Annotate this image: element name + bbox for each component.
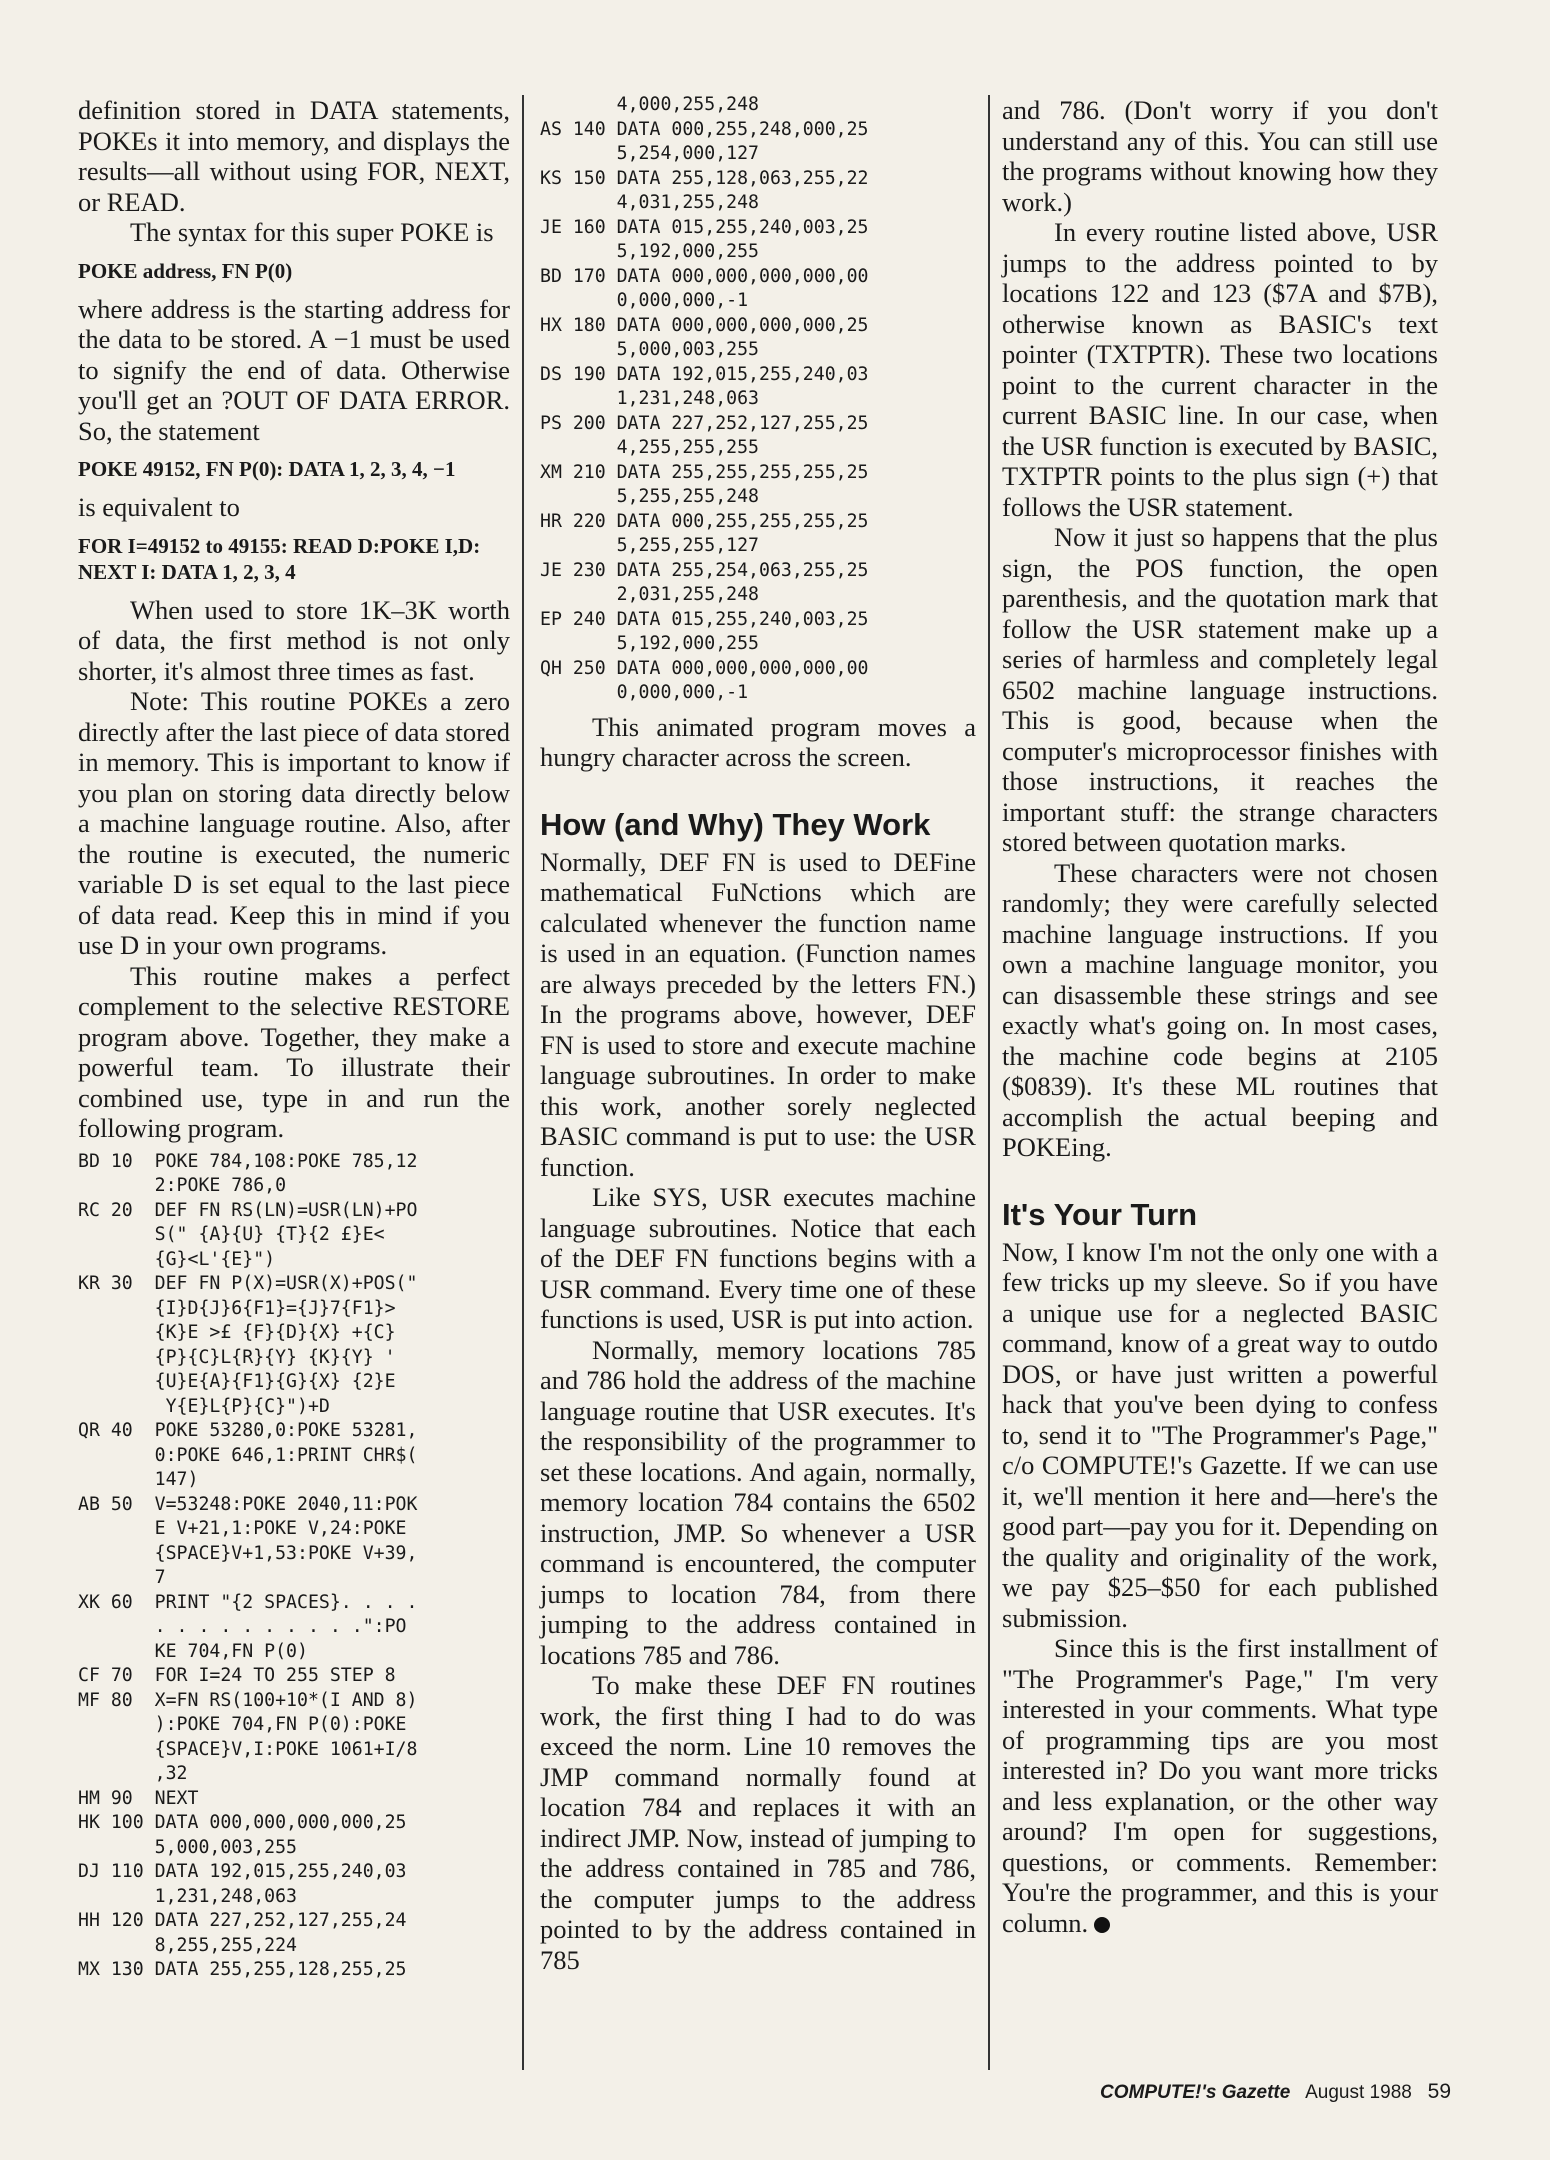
paragraph: Now it just so happens that the plus sign, the POS function, the open parenthesis, and the quotation mark that follow the USR statement make up a series of harmless and completely legal 6502 machine language instructions. This is good, because when the computer's microprocessor finishes with those instructions, it reaches the important stuff: the strange characters stored between quotation marks. — [1002, 522, 1438, 857]
paragraph: Normally, memory locations 785 and 786 hold the address of the machine language routine that USR executes. It's the responsibility of the programmer to set these locations. And again, normally, memory location 784 contains the 6502 instruction, JMP. So whenever a USR command is encountered, the computer jumps to location 784, from there jumping to the address contained in locations 785 and 786. — [540, 1334, 976, 1670]
example-statement: POKE 49152, FN P(0): DATA 1, 2, 3, 4, −1 — [78, 457, 456, 481]
page-footer — [1100, 2080, 1451, 2104]
paragraph: These characters were not chosen randomly; they were carefully selected machine language instructions. If you own a machine language monitor, you can disassemble these strings and see exactly what's going on. In most cases, the machine code begins at 2105 ($0839). It's these ML routines that accomplish the actual beeping and POKEing. — [1002, 857, 1438, 1162]
column-rule-right — [988, 95, 990, 2070]
paragraph: Normally, DEF FN is used to DEFine mathematical FuNctions which are calculated whenever the function name is used in an equation. (Function names are always preceded by the letters FN.) In the programs above, however, DEF FN is used to store and execute machine language subroutines. In order to make this work, another sorely neglected BASIC command is put to use: the USR function. — [540, 846, 976, 1182]
paragraph: where address is the starting address for the data to be stored. A −1 must be used to signify the end of data. Otherwise you'll get an ?OUT OF DATA ERROR. So, the statement — [78, 293, 510, 446]
column-3 — [1002, 95, 1438, 1938]
example-statement: FOR I=49152 to 49155: READ D:POKE I,D: NEXT I: DATA 1, 2, 3, 4 — [78, 533, 481, 584]
paragraph: This animated program moves a hungry character across the screen. — [540, 711, 976, 772]
paragraph: The syntax for this super POKE is — [130, 217, 494, 247]
paragraph: To make these DEF FN routines work, the first thing I had to do was exceed the norm. Line 10 removes the JMP command normally found at location 784 and replaces it with an indirect JMP. Now, instead of jumping to the address contained in 785 and 786, the computer jumps to the address pointed to by the address contained in 785 — [540, 1670, 976, 1975]
paragraph: Like SYS, USR executes machine language subroutines. Notice that each of the DEF FN functions begins with a USR command. Every time one of these functions is used, USR is put into action. — [540, 1182, 976, 1334]
page-number: 59 — [1427, 2080, 1452, 2103]
column-2 — [540, 93, 976, 1975]
paragraph: In every routine listed above, USR jumps to the address pointed to by locations 122 and 123 ($7A and $7B), otherwise known as BASIC's text pointer (TXTPTR). These two locations point to the current character in the current BASIC line. In our case, when the USR function is executed by BASIC, TXTPTR points to the plus sign (+) that follows the USR statement. — [1002, 217, 1438, 522]
program-listing: BD 10 POKE 784,108:POKE 785,12 2:POKE 786,0 RC 20 DEF FN RS(LN)=USR(LN)+PO S(" {A}{U} {T}{2 £}E< {G}<L'{E}") KR 30 DEF FN P(X)=USR(X)+POS(" {I}D{J}6{F1}={J}7{F1}> {K}E >£ {F}{D}{X} +{C} {P}{C}L{R}{Y} {K}{Y} ' {U}E{A}{F1}{G}{X} {2}E Y{E}L{P}{C}")+D QR 40 POKE 53280,0:POKE 53281, 0:POKE 646,1:PRINT CHR$( 147) AB 50 V=53248:POKE 2040,11:POK E V+21,1:POKE V,24:POKE {SPACE}V+1,53:POKE V+39, 7 XK 60 PRINT "{2 SPACES}. . . . . . . . . . . . . .":PO KE 704,FN P(0) CF 70 FOR I=24 TO 255 STEP 8 MF 80 X=FN RS(100+10*(I AND 8) ):POKE 704,FN P(0):POKE {SPACE}V,I:POKE 1061+I/8 ,32 HM 90 NEXT HK 100 DATA 000,000,000,000,25 5,000,003,255 DJ 110 DATA 192,015,255,240,03 1,231,248,063 HH 120 DATA 227,252,127,255,24 8,255,255,224 MX 130 DATA 255,255,128,255,25 — [78, 1150, 418, 1980]
paragraph: and 786. (Don't worry if you don't understand any of this. You can still use the programs without knowing how they work.) — [1002, 95, 1438, 217]
end-of-article-icon — [1094, 1917, 1110, 1933]
paragraph-text: Since this is the first installment of "The Programmer's Page," I'm very interested in your comments. What type of programming tips are you most interested in? Do you want more tricks and less explanation, or the other way around? I'm open for suggestions, questions, or comments. Remember: You're the programmer, and this is your column. — [1002, 1633, 1438, 1938]
paragraph: This routine makes a perfect complement to the selective RESTORE program above. Together, they make a powerful team. To illustrate their combined use, type in and run the following program. — [78, 960, 510, 1143]
column-1 — [78, 95, 510, 1987]
paragraph: Note: This routine POKEs a zero directly after the last piece of data stored in memory. This is important to know if you plan on storing data directly below a machine language routine. Also, after the routine is executed, the numeric variable D is set equal to the last piece of data read. Keep this in mind if you use D in your own programs. — [78, 686, 510, 960]
paragraph — [1002, 1633, 1438, 1938]
column-rule-left — [522, 95, 524, 2070]
paragraph: definition stored in DATA statements, POKEs it into memory, and displays the results—all without using FOR, NEXT, or READ. — [78, 95, 510, 217]
paragraph: When used to store 1K–3K worth of data, the first method is not only shorter, it's almost three times as fast. — [78, 594, 510, 686]
syntax-line: POKE address, FN P(0) — [78, 258, 293, 283]
section-heading: It's Your Turn — [1002, 1196, 1198, 1232]
paragraph: is equivalent to — [78, 492, 240, 522]
program-listing: 4,000,255,248 AS 140 DATA 000,255,248,000,25 5,254,000,127 KS 150 DATA 255,128,063,255,22 4,031,255,248 JE 160 DATA 015,255,240,003,25 5,192,000,255 BD 170 DATA 000,000,000,000,00 0,000,000,-1 HX 180 DATA 000,000,000,000,25 5,000,003,255 DS 190 DATA 192,015,255,240,03 1,231,248,063 PS 200 DATA 227,252,127,255,25 4,255,255,255 XM 210 DATA 255,255,255,255,25 5,255,255,248 HR 220 DATA 000,255,255,255,25 5,255,255,127 JE 230 DATA 255,254,063,255,25 2,031,255,248 EP 240 DATA 015,255,240,003,25 5,192,000,255 QH 250 DATA 000,000,000,000,00 0,000,000,-1 — [540, 94, 869, 703]
section-heading: How (and Why) They Work — [540, 806, 931, 842]
magazine-name: COMPUTE!'s Gazette — [1100, 2082, 1291, 2103]
paragraph: Now, I know I'm not the only one with a few tricks up my sleeve. So if you have a unique use for a neglected BASIC command, know of a great way to outdo DOS, or have just written a powerful hack that you've been dying to confess to, send it to "The Programmer's Page," c/o COMPUTE!'s Gazette. If we can use it, we'll mention it here and—here's the good part—pay you for it. Depending on the quality and originality of the work, we pay $25–$50 for each published submission. — [1002, 1236, 1438, 1633]
issue-date: August 1988 — [1305, 2082, 1412, 2103]
